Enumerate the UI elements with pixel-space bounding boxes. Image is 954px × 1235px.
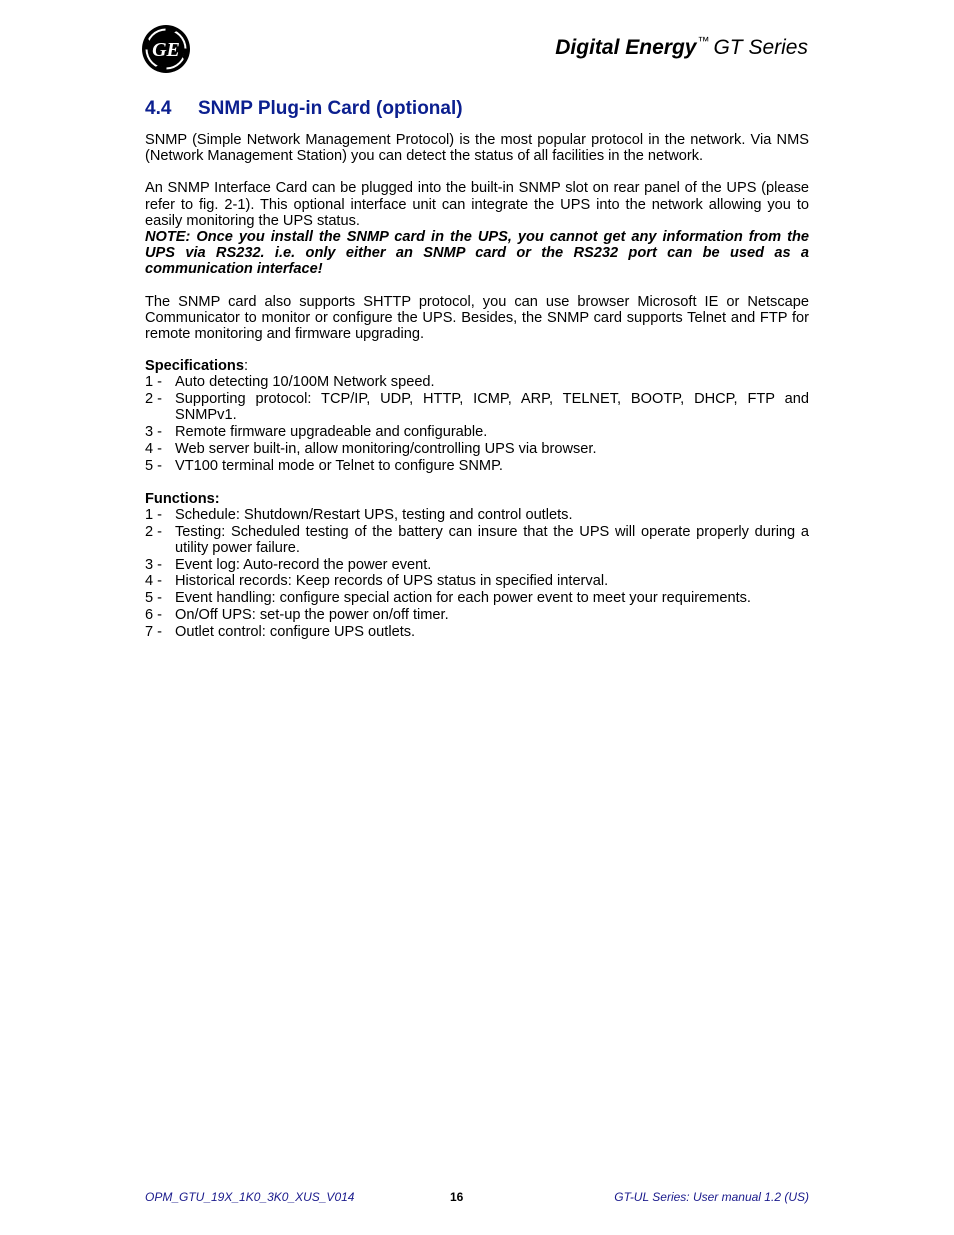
- footer-doc-code: OPM_GTU_19X_1K0_3K0_XUS_V014: [145, 1190, 355, 1204]
- item-number: 3 -: [145, 556, 163, 573]
- section-number: 4.4: [145, 98, 172, 119]
- item-number: 4 -: [145, 573, 163, 590]
- item-number: 2 -: [145, 391, 163, 408]
- item-text: Outlet control: configure UPS outlets.: [175, 623, 416, 640]
- item-text: Supporting protocol: TCP/IP, UDP, HTTP, ICMP, ARP, TELNET, BOOTP, DHCP, FTP and SNMPv1.: [175, 391, 809, 424]
- item-number: 1 -: [145, 374, 163, 391]
- spacer: [145, 164, 809, 180]
- item-number: 5 -: [145, 457, 163, 474]
- functions-list: [145, 507, 809, 640]
- specifications-heading-text: Specifications: [145, 358, 244, 375]
- paragraph-interface-card: An SNMP Interface Card can be plugged into the built-in SNMP slot on rear panel of the UPS (please refer to fig. 2-1). This optional interface unit can integrate the UPS into the network allowing you to easily monitoring the UPS status.: [145, 180, 809, 229]
- item-number: 7 -: [145, 623, 163, 640]
- item-number: 6 -: [145, 607, 163, 624]
- brand-name: Digital Energy: [555, 36, 697, 59]
- item-text: Schedule: Shutdown/Restart UPS, testing and control outlets.: [175, 506, 573, 523]
- note-rs232: NOTE: Once you install the SNMP card in the UPS, you cannot get any information from the UPS via RS232. i.e. only either an SNMP card or the RS232 port can be used as a communication interface!: [145, 229, 809, 278]
- list-item: [145, 624, 809, 640]
- list-item: [145, 374, 809, 390]
- functions-heading: Functions:: [145, 490, 220, 507]
- paragraph-intro: SNMP (Simple Network Management Protocol) is the most popular protocol in the network. Via NMS (Network Management Station) you can detect the status of all facilities in the network.: [145, 132, 809, 165]
- spacer: [145, 342, 809, 358]
- ge-logo-text: GE: [152, 39, 180, 61]
- footer-manual-title: GT-UL Series: User manual 1.2 (US): [614, 1190, 809, 1204]
- ge-logo-icon: [141, 24, 191, 74]
- document-body: [145, 96, 809, 641]
- item-text: VT100 terminal mode or Telnet to configure SNMP.: [175, 457, 503, 474]
- list-item: [145, 441, 809, 457]
- item-number: 4 -: [145, 441, 163, 458]
- brand-title: [555, 34, 808, 60]
- list-item: [145, 524, 809, 556]
- spacer: [145, 475, 809, 491]
- item-number: 1 -: [145, 506, 163, 523]
- spacer: [145, 278, 809, 294]
- item-text: Remote firmware upgradeable and configurable.: [175, 424, 488, 441]
- list-item: [145, 424, 809, 440]
- page-number: 16: [450, 1190, 464, 1204]
- list-item: [145, 458, 809, 474]
- list-item: [145, 573, 809, 589]
- item-text: Event log: Auto-record the power event.: [175, 556, 432, 573]
- item-text: Auto detecting 10/100M Network speed.: [175, 374, 435, 391]
- specifications-colon: :: [243, 358, 249, 375]
- page-footer: [145, 1190, 809, 1206]
- list-item: [145, 391, 809, 423]
- list-item: [145, 557, 809, 573]
- item-text: Testing: Scheduled testing of the battery can insure that the UPS will operate properly during a utility power failure.: [175, 523, 809, 556]
- item-number: 2 -: [145, 523, 163, 540]
- item-text: Web server built-in, allow monitoring/controlling UPS via browser.: [175, 441, 597, 458]
- item-number: 5 -: [145, 590, 163, 607]
- trademark-symbol: ™: [697, 34, 710, 48]
- ge-logo: [141, 24, 191, 74]
- brand-series: GT Series: [713, 36, 808, 59]
- paragraph-shttp: The SNMP card also supports SHTTP protocol, you can use browser Microsoft IE or Netscape Communicator to monitor or configure the UPS. Besides, the SNMP card supports Telnet and FTP for remote monitoring and firmware upgrading.: [145, 293, 809, 343]
- item-text: Historical records: Keep records of UPS status in specified interval.: [175, 573, 609, 590]
- section-heading: [145, 96, 809, 122]
- specifications-heading: [145, 358, 809, 374]
- section-title: SNMP Plug-in Card (optional): [198, 98, 463, 119]
- item-text: On/Off UPS: set-up the power on/off timer.: [175, 607, 449, 624]
- list-item: [145, 590, 809, 606]
- item-number: 3 -: [145, 424, 163, 441]
- specifications-list: [145, 374, 809, 474]
- list-item: [145, 507, 809, 523]
- item-text: Event handling: configure special action for each power event to meet your requirements.: [175, 590, 751, 607]
- list-item: [145, 607, 809, 623]
